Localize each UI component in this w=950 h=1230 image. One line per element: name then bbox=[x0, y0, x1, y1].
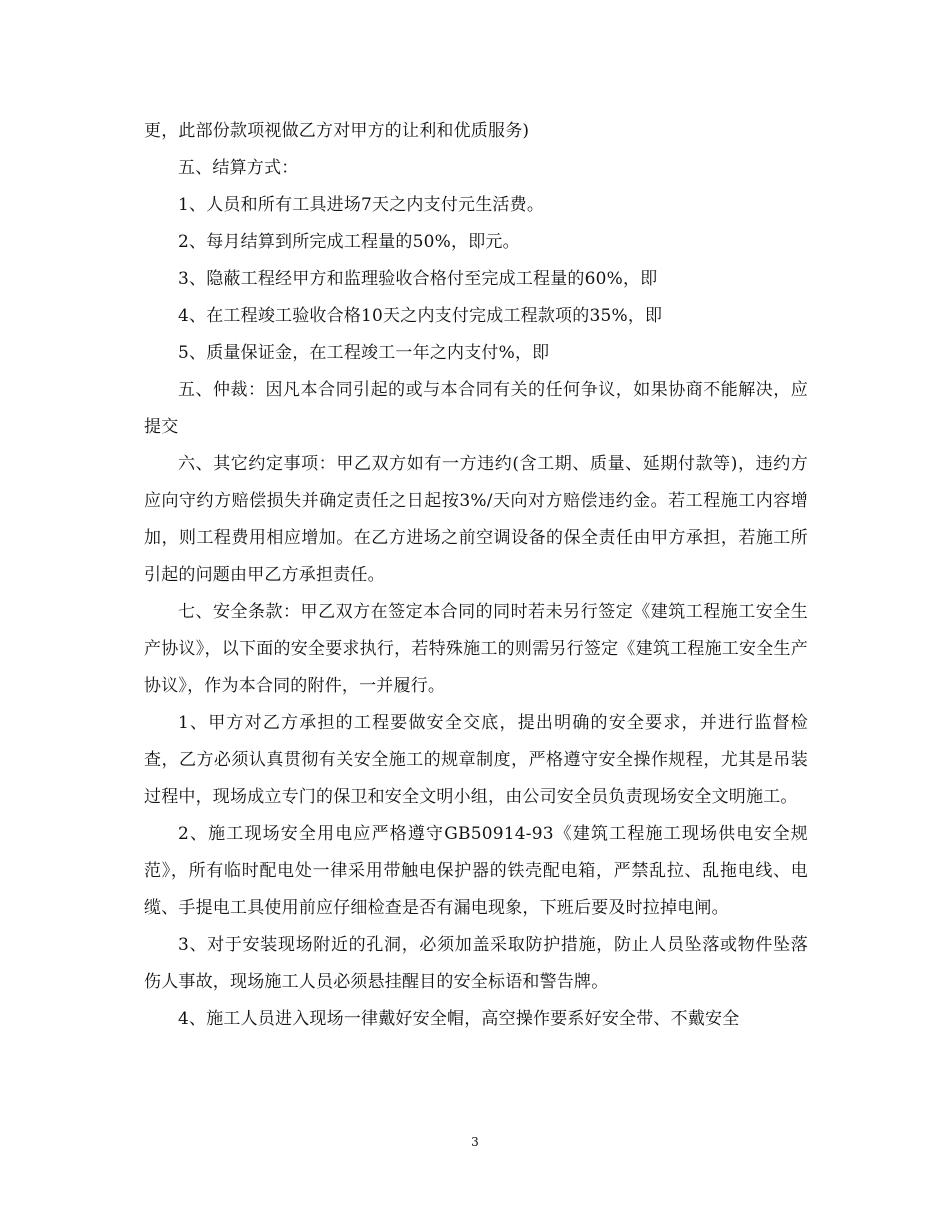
paragraph: 2、每月结算到所完成工程量的50%，即元。 bbox=[178, 232, 520, 252]
paragraph: 5、质量保证金，在工程竣工一年之内支付%，即 bbox=[178, 343, 550, 363]
paragraph: 七、安全条款：甲乙双方在签定本合同的同时若未另行签定《建筑工程施工安全生产协议》，以下面的安全要求执行，若特殊施工的则需另行签定《建筑工程施工安全生产协议》，作为本合同的附件，一并履行。 bbox=[144, 602, 808, 696]
paragraph: 五、结算方式： bbox=[178, 158, 299, 178]
paragraph: 1、人员和所有工具进场7天之内支付元生活费。 bbox=[178, 195, 545, 215]
paragraph: 2、施工现场安全用电应严格遵守GB50914-93《建筑工程施工现场供电安全规范》，所有临时配电处一律采用带触电保护器的铁壳配电箱，严禁乱拉、乱拖电线、电缆、手提电工具使用前应仔细检查是否有漏电现象，下班后要及时拉掉电闸。 bbox=[144, 824, 808, 918]
paragraph: 1、甲方对乙方承担的工程要做安全交底，提出明确的安全要求，并进行监督检查，乙方必须认真贯彻有关安全施工的规章制度，严格遵守安全操作规程，尤其是吊装过程中，现场成立专门的保卫和安全文明小组，由公司安全员负责现场安全文明施工。 bbox=[144, 713, 808, 807]
paragraph: 3、对于安装现场附近的孔洞，必须加盖采取防护措施，防止人员坠落或物件坠落伤人事故，现场施工人员必须悬挂醒目的安全标语和警告牌。 bbox=[144, 935, 808, 992]
paragraph: 4、在工程竣工验收合格10天之内支付完成工程款项的35%，即 bbox=[178, 306, 663, 326]
page-number: 3 bbox=[471, 1135, 479, 1149]
paragraph: 更，此部份款项视做乙方对甲方的让利和优质服务) bbox=[144, 121, 530, 141]
document-body bbox=[144, 113, 808, 1038]
paragraph: 3、隐蔽工程经甲方和监理验收合格付至完成工程量的60%，即 bbox=[178, 269, 658, 289]
paragraph: 4、施工人员进入现场一律戴好安全帽，高空操作要系好安全带、不戴安全 bbox=[178, 1009, 740, 1029]
paragraph: 五、仲裁：因凡本合同引起的或与本合同有关的任何争议，如果协商不能解决，应提交 bbox=[144, 380, 808, 437]
paragraph: 六、其它约定事项：甲乙双方如有一方违约(含工期、质量、延期付款等)，违约方应向守约方赔偿损失并确定责任之日起按3%/天向对方赔偿违约金。若工程施工内容增加，则工程费用相应增加。在乙方进场之前空调设备的保全责任由甲方承担，若施工所引起的问题由甲乙方承担责任。 bbox=[144, 454, 808, 585]
